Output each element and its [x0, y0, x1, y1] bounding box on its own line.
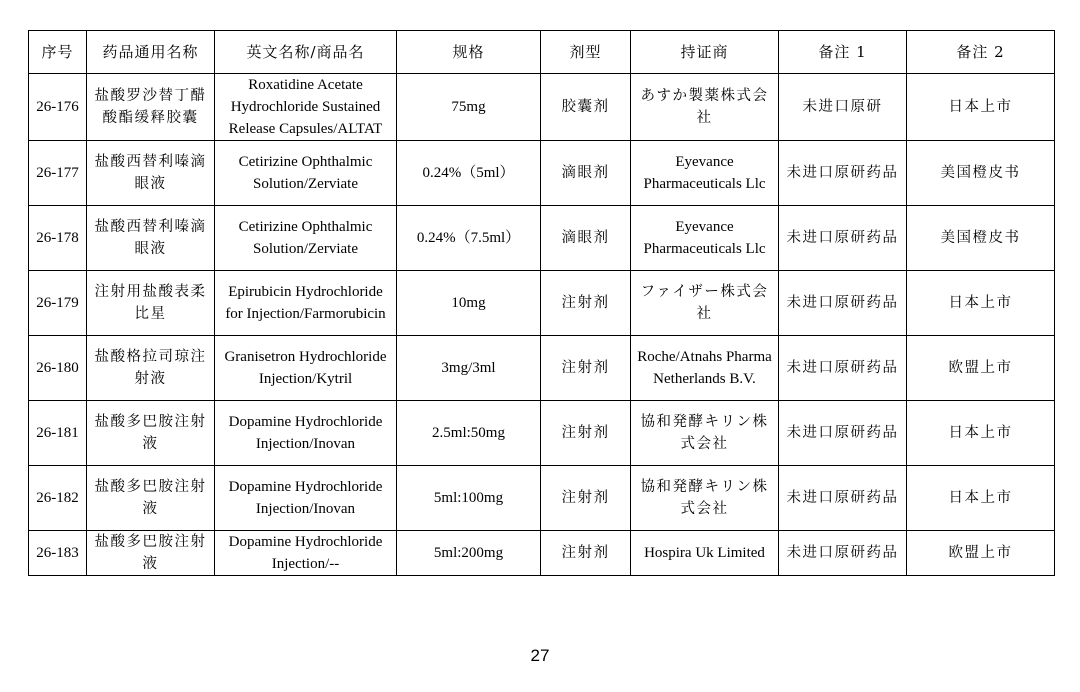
serial-number: 26-180: [29, 336, 87, 401]
table-row: [29, 531, 1055, 576]
specification: 75mg: [397, 74, 541, 141]
note-1: 未进口原研药品: [779, 206, 907, 271]
table-row: [29, 336, 1055, 401]
generic-name: 盐酸罗沙替丁醋酸酯缓释胶囊: [87, 74, 215, 141]
note-2: 日本上市: [907, 401, 1055, 466]
dosage-form: 注射剂: [541, 271, 631, 336]
serial-number: 26-176: [29, 74, 87, 141]
note-1: 未进口原研: [779, 74, 907, 141]
header-cell: 备注 2: [907, 31, 1055, 74]
dosage-form: 注射剂: [541, 531, 631, 576]
header-cell: 持证商: [631, 31, 779, 74]
generic-name: 盐酸格拉司琼注射液: [87, 336, 215, 401]
table-row: [29, 141, 1055, 206]
license-holder: Eyevance Pharmaceuticals Llc: [631, 206, 779, 271]
header-cell: 药品通用名称: [87, 31, 215, 74]
specification: 5ml:100mg: [397, 466, 541, 531]
note-1: 未进口原研药品: [779, 336, 907, 401]
table-row: [29, 401, 1055, 466]
page-number: 27: [530, 646, 550, 665]
specification: 2.5ml:50mg: [397, 401, 541, 466]
note-2: 日本上市: [907, 466, 1055, 531]
table-row: [29, 271, 1055, 336]
english-name: Dopamine Hydrochloride Injection/Inovan: [215, 466, 397, 531]
dosage-form: 注射剂: [541, 466, 631, 531]
license-holder: Hospira Uk Limited: [631, 531, 779, 576]
note-1: 未进口原研药品: [779, 466, 907, 531]
note-1: 未进口原研药品: [779, 271, 907, 336]
serial-number: 26-183: [29, 531, 87, 576]
dosage-form: 滴眼剂: [541, 206, 631, 271]
serial-number: 26-179: [29, 271, 87, 336]
generic-name: 盐酸西替利嗪滴眼液: [87, 206, 215, 271]
table-row: [29, 466, 1055, 531]
english-name: Roxatidine Acetate Hydrochloride Sustained Release Capsules/ALTAT: [215, 74, 397, 141]
header-cell: 序号: [29, 31, 87, 74]
header-cell: 备注 1: [779, 31, 907, 74]
header-row: [29, 31, 1055, 74]
specification: 3mg/3ml: [397, 336, 541, 401]
specification: 10mg: [397, 271, 541, 336]
license-holder: 協和発酵キリン株式会社: [631, 466, 779, 531]
note-1: 未进口原研药品: [779, 141, 907, 206]
dosage-form: 注射剂: [541, 336, 631, 401]
specification: 0.24%（5ml）: [397, 141, 541, 206]
serial-number: 26-178: [29, 206, 87, 271]
note-1: 未进口原研药品: [779, 401, 907, 466]
generic-name: 盐酸多巴胺注射液: [87, 466, 215, 531]
generic-name: 盐酸多巴胺注射液: [87, 531, 215, 576]
header-cell: 规格: [397, 31, 541, 74]
note-2: 日本上市: [907, 74, 1055, 141]
english-name: Epirubicin Hydrochloride for Injection/Farmorubicin: [215, 271, 397, 336]
specification: 5ml:200mg: [397, 531, 541, 576]
serial-number: 26-182: [29, 466, 87, 531]
note-2: 欧盟上市: [907, 531, 1055, 576]
serial-number: 26-181: [29, 401, 87, 466]
generic-name: 盐酸西替利嗪滴眼液: [87, 141, 215, 206]
serial-number: 26-177: [29, 141, 87, 206]
license-holder: Roche/Atnahs Pharma Netherlands B.V.: [631, 336, 779, 401]
english-name: Cetirizine Ophthalmic Solution/Zerviate: [215, 141, 397, 206]
note-2: 欧盟上市: [907, 336, 1055, 401]
english-name: Granisetron Hydrochloride Injection/Kytril: [215, 336, 397, 401]
dosage-form: 注射剂: [541, 401, 631, 466]
drug-list-table: [28, 30, 1055, 576]
dosage-form: 滴眼剂: [541, 141, 631, 206]
header-cell: 英文名称/商品名: [215, 31, 397, 74]
license-holder: 協和発酵キリン株式会社: [631, 401, 779, 466]
english-name: Dopamine Hydrochloride Injection/--: [215, 531, 397, 576]
note-1: 未进口原研药品: [779, 531, 907, 576]
note-2: 美国橙皮书: [907, 141, 1055, 206]
table-row: [29, 206, 1055, 271]
license-holder: ファイザー株式会社: [631, 271, 779, 336]
generic-name: 盐酸多巴胺注射液: [87, 401, 215, 466]
note-2: 日本上市: [907, 271, 1055, 336]
table-row: [29, 74, 1055, 141]
english-name: Cetirizine Ophthalmic Solution/Zerviate: [215, 206, 397, 271]
license-holder: Eyevance Pharmaceuticals Llc: [631, 141, 779, 206]
header-cell: 剂型: [541, 31, 631, 74]
license-holder: あすか製薬株式会社: [631, 74, 779, 141]
english-name: Dopamine Hydrochloride Injection/Inovan: [215, 401, 397, 466]
specification: 0.24%（7.5ml）: [397, 206, 541, 271]
dosage-form: 胶囊剂: [541, 74, 631, 141]
generic-name: 注射用盐酸表柔比星: [87, 271, 215, 336]
note-2: 美国橙皮书: [907, 206, 1055, 271]
